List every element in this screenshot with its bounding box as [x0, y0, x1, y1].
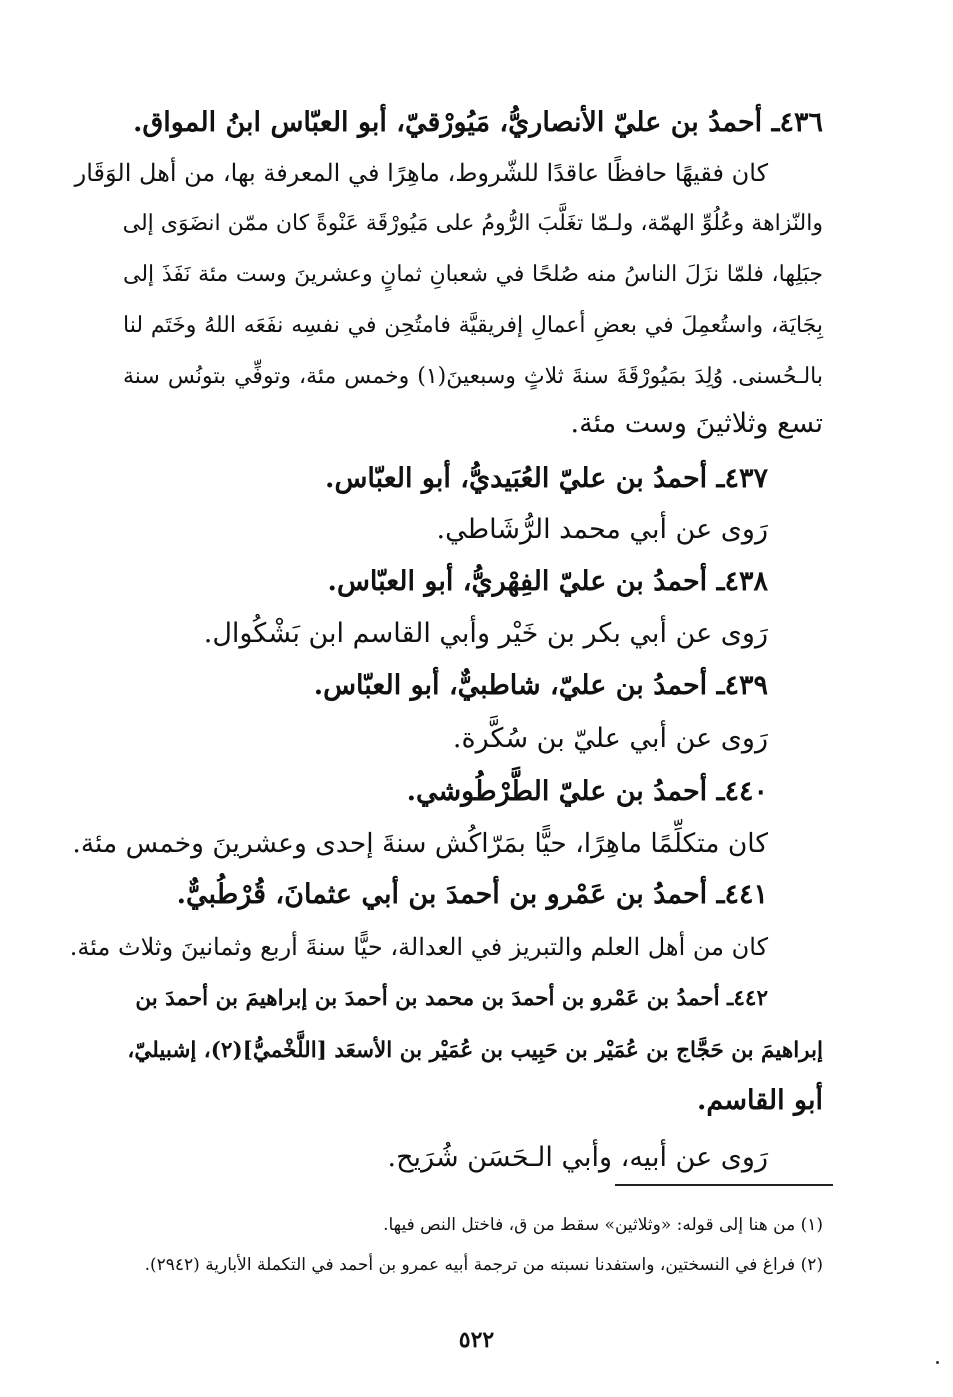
speck-mark [936, 1361, 939, 1364]
entry-440-heading: ٤٤٠ـ أحمدُ بن عليّ الطَّرْطُوشي. [406, 776, 768, 807]
entry-436-line-1: كان فقيهًا حافظًا عاقدًا للشّروط، ماهِرًا في المعرفة بها، من أهل الوَقَار [74, 159, 768, 187]
footnote-2: (٢) فراغ في النسختين، واستفدنا نسبته من ترجمة أبيه عمرو بن أحمد في التكملة الأبارية (٢٩٤٢). [144, 1255, 823, 1275]
entry-442-heading-line-2: إبراهيمَ بن حَجَّاج بن عُمَيْر بن حَبِيب بن عُمَيْر بن الأسعَد [اللَّخْميُّ](٢)، إشبيليّ، [127, 1038, 823, 1063]
footnote-1: (١) من هنا إلى قوله: «وثلاثين» سقط من ق، فاختل النص فيها. [383, 1215, 823, 1235]
entry-437-heading: ٤٣٧ـ أحمدُ بن عليّ العُبَيديُّ، أبو العبّاس. [325, 463, 768, 494]
entry-436-line-2: والنّزاهة وعُلُوِّ الهمّة، ولـمّا تغَلَّبَ الرُّومُ على مَيُورْقَة عَنْوةً كان ممّن انضَوَى إلى [122, 211, 823, 236]
page-number: ٥٢٢ [458, 1327, 495, 1353]
entry-442-heading-line-1: ٤٤٢ـ أحمدُ بن عَمْرو بن أحمدَ بن محمد بن أحمدَ بن إبراهيمَ بن أحمدَ بن [135, 986, 768, 1011]
entry-436-heading: ٤٣٦ـ أحمدُ بن عليّ الأنصاريُّ، مَيُورْقيّ، أبو العبّاس ابنُ المواق. [132, 107, 823, 138]
entry-436-line-3: جبَلِها، فلمّا نزَلَ الناسُ منه صُلحًا في شعبانِ ثمانٍ وعشرينَ وست مئة نَفَذَ إلى [123, 262, 823, 287]
entry-436-line-5: بالـحُسنى. وُلِدَ بمَيُورْقَةَ سنةَ ثلاثٍ وسبعينَ(١) وخمس مئة، وتوفِّي بتونُس سنة [123, 364, 823, 389]
entry-442-body: رَوى عن أبيه، وأبي الـحَسَن شُرَيح. [387, 1142, 768, 1173]
entry-441-body: كان من أهل العلم والتبريز في العدالة، حيًّا سنةَ أربع وثمانينَ وثلاث مئة. [69, 933, 768, 961]
entry-437-body: رَوى عن أبي محمد الرُّشَاطي. [436, 514, 768, 545]
entry-440-body: كان متكلِّمًا ماهِرًا، حيًّا بمَرّاكُش سنةَ إحدى وعشرينَ وخمس مئة. [72, 828, 768, 859]
entry-439-heading: ٤٣٩ـ أحمدُ بن عليّ، شاطبيٌّ، أبو العبّاس. [313, 670, 768, 701]
entry-438-body: رَوى عن أبي بكر بن خَيْر وأبي القاسم ابن بَشْكُوال. [203, 618, 768, 649]
entry-436-line-6: تسع وثلاثينَ وست مئة. [570, 408, 823, 439]
entry-436-line-4: بِجَايَة، واستُعمِلَ في بعضِ أعمالِ إفريقيَّة فامتُحِن في نفسِه نفَعَه اللهُ وخَتَم لنا [123, 313, 823, 338]
footnote-separator [615, 1184, 833, 1186]
entry-439-body: رَوى عن أبي عليّ بن سُكَّرة. [452, 723, 768, 754]
entry-442-heading-line-3: أبو القاسم. [697, 1085, 823, 1116]
entry-438-heading: ٤٣٨ـ أحمدُ بن عليّ الفِهْريُّ، أبو العبّاس. [327, 566, 768, 597]
entry-441-heading: ٤٤١ـ أحمدُ بن عَمْرو بن أحمدَ بن أبي عثمانَ، قُرْطُبيٌّ. [176, 879, 768, 910]
